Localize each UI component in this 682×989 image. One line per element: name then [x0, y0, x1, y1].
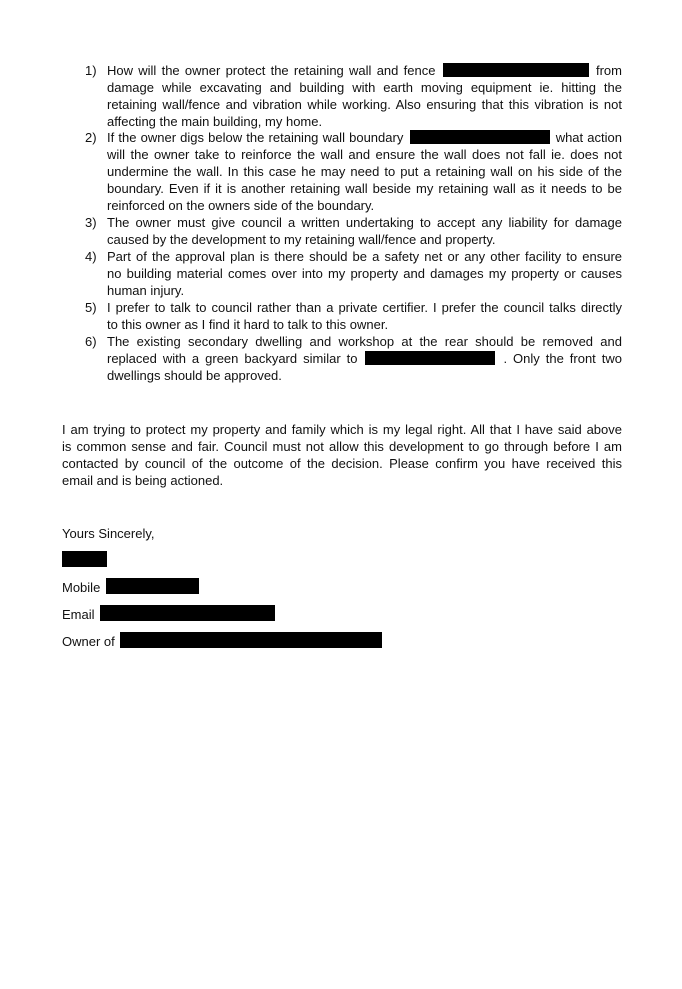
- text-segment: If the owner digs below the retaining wall boundary: [107, 130, 404, 145]
- text-line: undermine the wall. In this case he may need to put a retaining wall on his side of the: [107, 164, 622, 179]
- text-segment: replaced with a green backyard similar to: [107, 351, 358, 366]
- signature-email: [62, 605, 275, 623]
- closing-text: Yours Sincerely,: [62, 526, 155, 541]
- redacted-email: [100, 605, 275, 621]
- text-segment: How will the owner protect the retaining wall and fence: [107, 63, 436, 78]
- list-item-text: [107, 129, 622, 214]
- list-item-number: 2): [85, 130, 97, 145]
- text-line: no building material comes over into my property and damages my property or causes: [107, 266, 622, 281]
- text-segment: from: [595, 63, 622, 78]
- paragraph-line: email and is being actioned.: [62, 473, 224, 488]
- text-line: dwellings should be approved.: [107, 368, 282, 383]
- redacted-name: [62, 551, 107, 567]
- signature-mobile: [62, 578, 199, 596]
- list-item-number: 6): [85, 334, 97, 349]
- signature-name: [62, 551, 107, 569]
- text-line: [107, 62, 622, 79]
- list-item-text: [107, 214, 622, 248]
- list-item-text: [107, 62, 622, 130]
- email-label: Email: [62, 607, 95, 622]
- text-line: caused by the development to my retaining wall/fence and property.: [107, 232, 496, 247]
- redacted-address: [120, 632, 382, 648]
- paragraph-line: is common sense and fair. Council must not allow this development to go through before I am: [62, 439, 622, 454]
- text-line: The owner must give council a written undertaking to accept any liability for damage: [107, 215, 622, 230]
- list-item-number: 4): [85, 249, 97, 264]
- text-line: human injury.: [107, 283, 185, 298]
- redacted-address: [410, 130, 550, 144]
- list-item-text: [107, 248, 622, 299]
- text-line: reinforced on the owners side of the boundary.: [107, 198, 375, 213]
- text-line: boundary. Even if it is another retaining wall beside my retaining wall as it needs to be: [107, 181, 622, 196]
- list-item-number: 3): [85, 215, 97, 230]
- text-line: retaining wall/fence and vibration while working. Also ensuring that this vibration is not: [107, 97, 622, 112]
- closing-paragraph: [62, 421, 622, 489]
- text-line: to this owner as I find it hard to talk to this owner.: [107, 317, 389, 332]
- text-line: damage while excavating and building with earth moving equipment ie. hitting the: [107, 80, 622, 95]
- owner-label: Owner of: [62, 634, 115, 649]
- signature-owner: [62, 632, 382, 650]
- text-line: [107, 129, 622, 146]
- paragraph-line: contacted by council of the outcome of the decision. Please confirm you have received this: [62, 456, 622, 471]
- redacted-address: [365, 351, 495, 365]
- text-line: [107, 350, 622, 367]
- text-segment: . Only the front two: [503, 351, 622, 366]
- redacted-address: [443, 63, 589, 77]
- redacted-mobile: [106, 578, 199, 594]
- list-item-text: [107, 333, 622, 384]
- list-item-number: 5): [85, 300, 97, 315]
- list-item-text: [107, 299, 622, 333]
- text-line: will the owner take to reinforce the wall and ensure the wall does not fall ie. does not: [107, 147, 622, 162]
- closing-salutation: [62, 525, 155, 542]
- text-line: Part of the approval plan is there should be a safety net or any other facility to ensure: [107, 249, 622, 264]
- text-line: The existing secondary dwelling and workshop at the rear should be removed and: [107, 334, 622, 349]
- paragraph-line: I am trying to protect my property and family which is my legal right. All that I have said above: [62, 422, 622, 437]
- text-line: I prefer to talk to council rather than a private certifier. I prefer the council talks directly: [107, 300, 622, 315]
- text-line: affecting the main building, my home.: [107, 114, 323, 129]
- mobile-label: Mobile: [62, 580, 101, 595]
- text-segment: what action: [555, 130, 622, 145]
- list-item-number: 1): [85, 63, 97, 78]
